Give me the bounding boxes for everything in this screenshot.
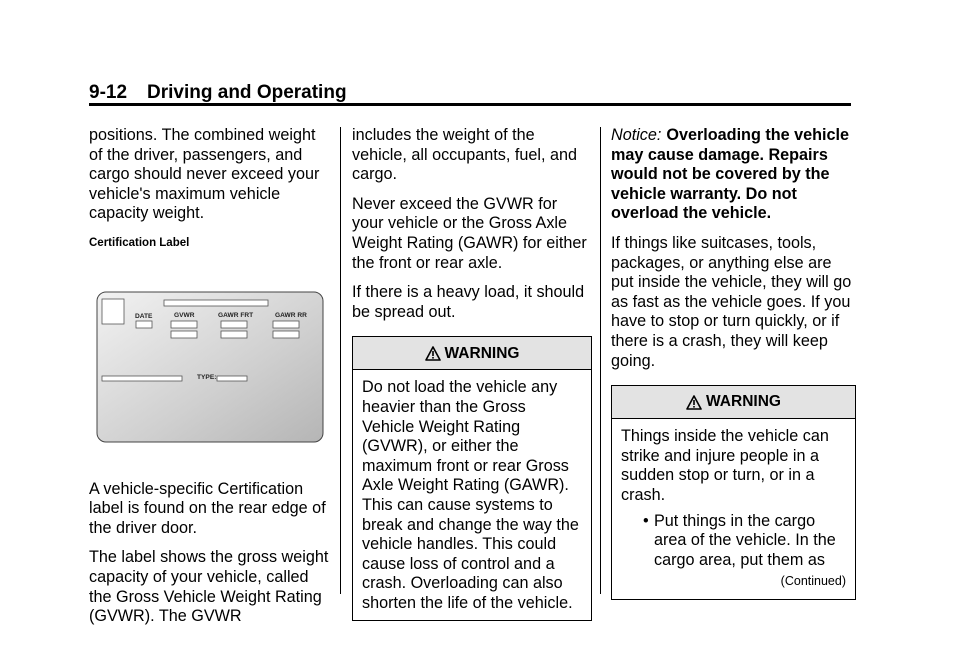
warning-header xyxy=(612,386,855,419)
warning-title: WARNING xyxy=(444,344,520,362)
figure-caption: Certification Label xyxy=(89,236,190,249)
warning-text: Things inside the vehicle can strike and injure people in a sudden stop or turn, or in a crash. xyxy=(621,427,829,504)
warning-triangle-icon xyxy=(425,346,441,361)
certification-label-figure xyxy=(89,254,329,480)
column-1 xyxy=(89,126,329,637)
notice-label: Notice: xyxy=(611,126,662,144)
page-number: 9-12 xyxy=(89,82,128,103)
certification-label-image xyxy=(89,254,329,480)
header-rule xyxy=(89,103,851,106)
warning-box xyxy=(611,385,856,600)
column-2 xyxy=(352,126,592,621)
warning-body xyxy=(353,370,591,620)
paragraph: The label shows the gross weight capacity of your vehicle, called the Gross Vehicle Weight Rating (GVWR). The GVWR xyxy=(89,548,329,626)
paragraph: A vehicle-specific Certification label is found on the rear edge of the driver door. xyxy=(89,479,326,537)
warning-text: Do not load the vehicle any heavier than the Gross Vehicle Weight Rating (GVWR), or either the maximum front or rear Gross Axle Weight Rating (GAWR). This can cause systems to break and change the way the vehicle handles. This could cause loss of control and a crash. Overloading can also shorten the life of the vehicle. xyxy=(362,378,579,612)
warning-body xyxy=(612,419,855,599)
continued-note: (Continued) xyxy=(780,574,846,589)
paragraph: Never exceed the GVWR for your vehicle or the Gross Axle Weight Rating (GAWR) for either the front or rear axle. xyxy=(352,194,587,272)
paragraph: includes the weight of the vehicle, all occupants, fuel, and cargo. xyxy=(352,126,577,184)
section-title: Driving and Operating xyxy=(147,82,347,103)
paragraph: If things like suitcases, tools, packages, or anything else are put inside the vehicle, they will go as fast as the vehicle goes. If you have to stop or turn quickly, or if there is a crash, they will keep going. xyxy=(611,233,852,370)
bullet-symbol: • xyxy=(643,511,649,530)
column-3 xyxy=(611,126,856,600)
column-divider xyxy=(600,127,601,594)
paragraph: positions. The combined weight of the driver, passengers, and cargo should never exceed your vehicle's maximum vehicle capacity weight. xyxy=(89,126,320,223)
warning-header xyxy=(353,337,591,370)
page-title xyxy=(89,82,347,104)
label-gawr-rr: GAWR RR xyxy=(275,311,307,319)
notice xyxy=(611,126,856,224)
warning-box xyxy=(352,336,592,621)
label-gvwr: GVWR xyxy=(174,311,195,319)
column-divider xyxy=(340,127,341,594)
bullet-item xyxy=(643,512,846,571)
page-header xyxy=(89,80,851,106)
label-date: DATE xyxy=(135,312,153,320)
label-type: TYPE: xyxy=(197,373,217,381)
paragraph: If there is a heavy load, it should be spread out. xyxy=(352,283,585,321)
warning-triangle-icon xyxy=(686,395,702,410)
label-gawr-frt: GAWR FRT xyxy=(218,311,254,319)
warning-title: WARNING xyxy=(706,393,781,411)
bullet-text: Put things in the cargo area of the vehicle. In the cargo area, put them as xyxy=(654,511,836,569)
notice-text: Overloading the vehicle may cause damage. Repairs would not be covered by the vehicle warranty. Do not overload the vehicle. xyxy=(611,126,850,223)
